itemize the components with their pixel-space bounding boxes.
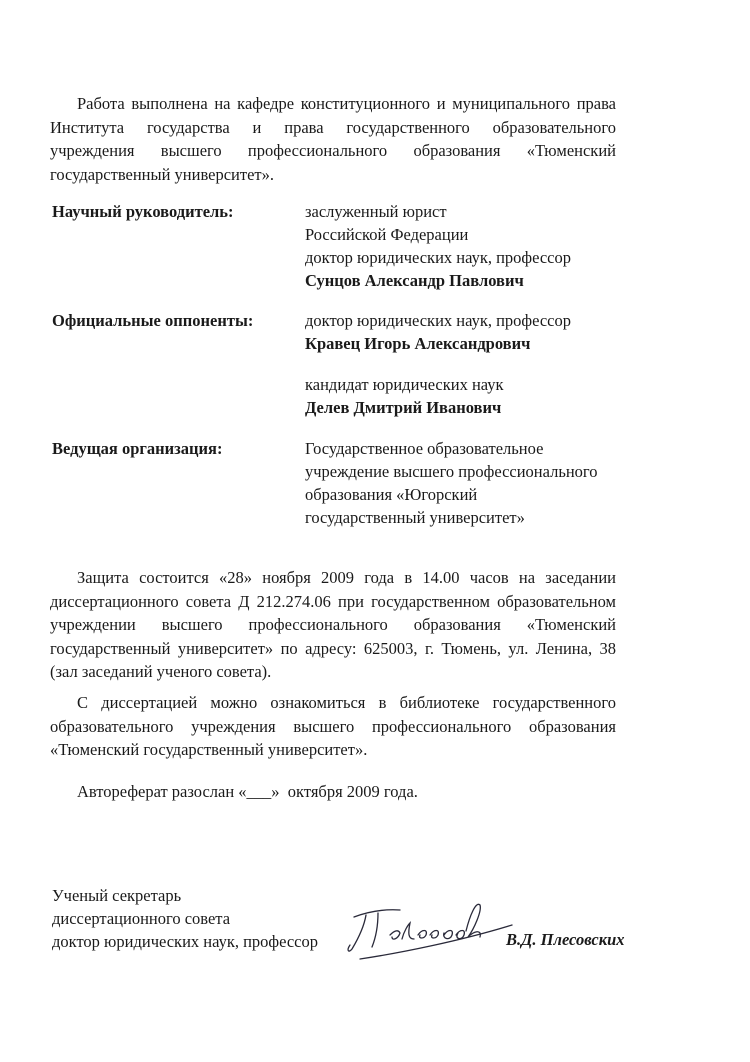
supervisor-name: Сунцов Александр Павлович: [305, 271, 524, 290]
defense-line: государственный университет» по адресу: 625003, г. Тюмень, ул. Ленина, 38: [50, 638, 616, 658]
opponents-label: Официальные оппоненты:: [52, 311, 254, 330]
secretary-line: Ученый секретарь: [52, 886, 182, 905]
opponent-2-block: [305, 373, 504, 419]
library-line: образовательного учреждения высшего профессионального образования: [50, 716, 616, 736]
mailing-paragraph: [50, 780, 616, 804]
library-line: «Тюменский государственный университет».: [50, 740, 368, 759]
handwritten-signature: [340, 895, 520, 965]
supervisor-title-line: доктор юридических наук, профессор: [305, 248, 572, 267]
defense-line: (зал заседаний ученого совета).: [50, 662, 272, 681]
leading-org-line: образования «Югорский: [305, 485, 478, 504]
defense-line: учреждении высшего профессионального образования «Тюменский: [50, 615, 616, 634]
secretary-name: В.Д. Плесовских: [506, 930, 625, 949]
opponent-title: доктор юридических наук, профессор: [305, 311, 572, 330]
leading-org-label: Ведущая организация:: [52, 439, 223, 458]
supervisor-title-line: Российской Федерации: [305, 225, 469, 244]
leading-org-line: учреждение высшего профессионального: [305, 462, 598, 481]
supervisor-label: Научный руководитель:: [52, 202, 234, 221]
secretary-block: [52, 884, 318, 953]
opponent-name: Кравец Игорь Александрович: [305, 334, 531, 353]
intro-line: государственный университет».: [50, 164, 275, 184]
secretary-line: диссертационного совета: [52, 909, 231, 928]
intro-line: Института государства и права государственного образовательного: [50, 117, 616, 137]
defense-paragraph: [50, 566, 616, 684]
leading-org-block: [305, 437, 598, 529]
intro-line: учреждения высшего профессионального образования «Тюменский: [50, 141, 616, 160]
mailing-text: Автореферат разослан «___» октября 2009 года.: [77, 782, 418, 801]
opponent-1-block: [305, 309, 571, 355]
defense-line: диссертационного совета Д 212.274.06 при государственном образовательном: [50, 591, 616, 611]
supervisor-block: [305, 200, 571, 292]
intro-line: Работа выполнена на кафедре конституционного и муниципального права: [77, 94, 616, 113]
supervisor-title-line: заслуженный юрист: [305, 202, 447, 221]
opponent-title: кандидат юридических наук: [305, 375, 504, 394]
library-paragraph: [50, 691, 616, 762]
opponent-name: Делев Дмитрий Иванович: [305, 398, 502, 417]
library-line: С диссертацией можно ознакомиться в библиотеке государственного: [77, 693, 616, 712]
intro-paragraph: [50, 92, 616, 186]
leading-org-line: Государственное образовательное: [305, 439, 544, 458]
secretary-line: доктор юридических наук, профессор: [52, 932, 319, 951]
defense-line: Защита состоится «28» ноября 2009 года в 14.00 часов на заседании: [77, 568, 616, 587]
leading-org-line: государственный университет»: [305, 508, 525, 527]
